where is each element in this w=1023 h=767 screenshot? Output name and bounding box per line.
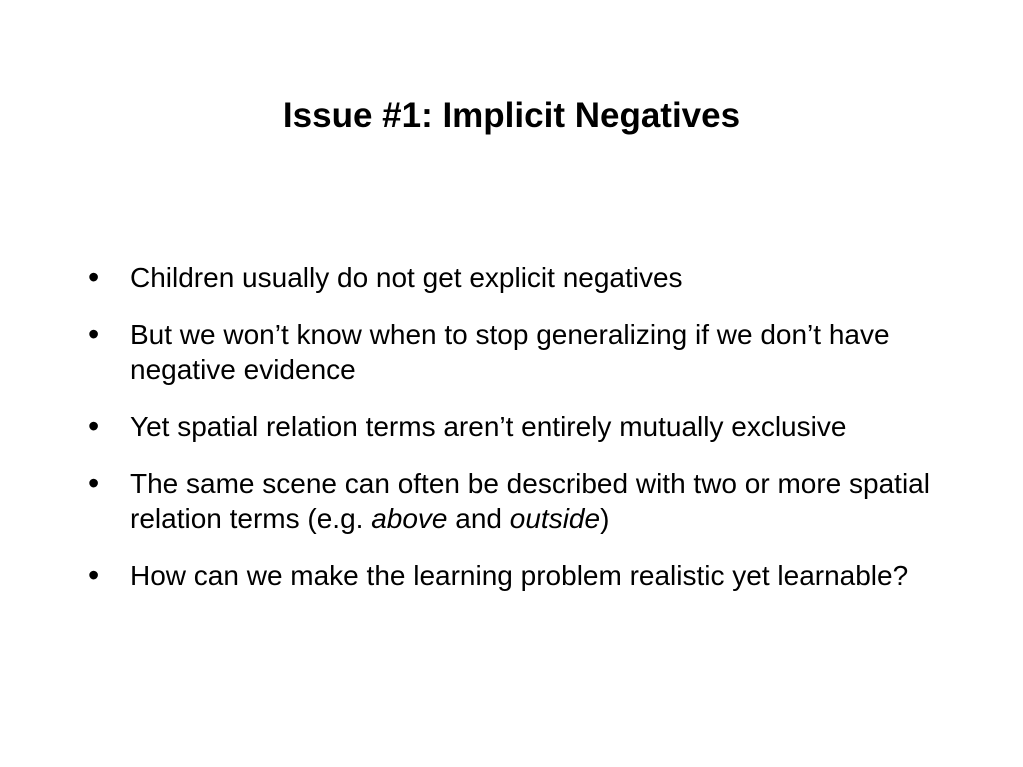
bullet-point-icon: • — [88, 316, 100, 352]
bullet-text-part: ) — [600, 503, 610, 534]
bullet-item — [84, 317, 964, 387]
bullet-item — [84, 466, 964, 536]
example-term-outside: outside — [509, 503, 601, 534]
bullet-text: How can we make the learning problem realistic yet learnable? — [130, 560, 909, 591]
bullet-text-part: and — [447, 503, 510, 534]
bullet-point-icon: • — [88, 557, 100, 593]
bullet-point-icon: • — [88, 259, 100, 295]
bullet-item — [84, 409, 964, 444]
bullet-text: Children usually do not get explicit negatives — [130, 262, 683, 293]
bullet-item — [84, 558, 964, 593]
bullet-text-part: The same scene can often be described with two or more spatial relation terms (e.g. — [130, 468, 930, 534]
slide-title: Issue #1: Implicit Negatives — [282, 96, 741, 135]
bullet-text — [130, 468, 930, 534]
bullet-point-icon: • — [88, 465, 100, 501]
example-term-above: above — [371, 503, 448, 534]
bullet-point-icon: • — [88, 408, 100, 444]
bullet-text: But we won’t know when to stop generalizing if we don’t have negative evidence — [130, 319, 890, 385]
bullet-text: Yet spatial relation terms aren’t entirely mutually exclusive — [130, 411, 847, 442]
bullet-list — [84, 260, 964, 615]
bullet-item — [84, 260, 964, 295]
